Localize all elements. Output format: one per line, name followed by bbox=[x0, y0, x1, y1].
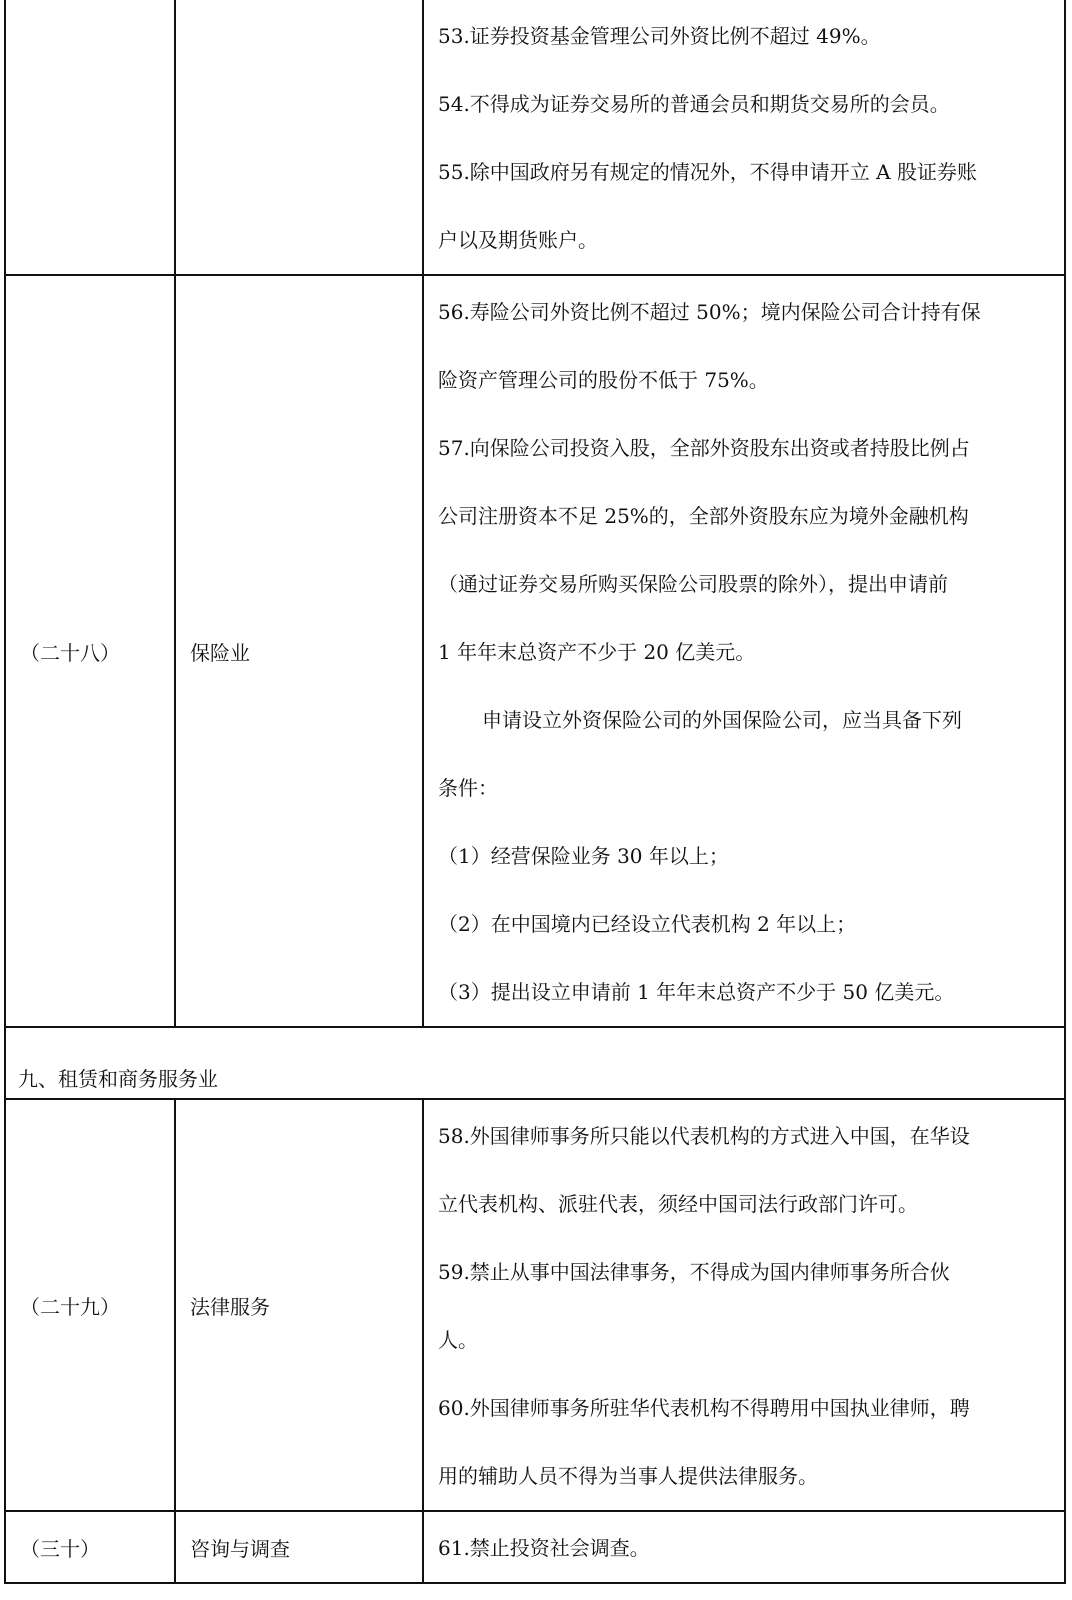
measure-line: 56.寿险公司外资比例不超过 50%；境内保险公司合计持有保 bbox=[438, 300, 981, 324]
measure-line: 55.除中国政府另有规定的情况外，不得申请开立 A 股证券账 bbox=[438, 160, 977, 184]
measure-line: （2）在中国境内已经设立代表机构 2 年以上； bbox=[438, 912, 857, 936]
measure-line: （通过证券交易所购买保险公司股票的除外），提出申请前 bbox=[438, 572, 948, 596]
document-page bbox=[4, 0, 1066, 1600]
measure-line: 人。 bbox=[438, 1328, 478, 1352]
negative-list-table bbox=[4, 0, 1066, 1584]
measure-line: 1 年年末总资产不少于 20 亿美元。 bbox=[438, 640, 756, 664]
measure-line: 用的辅助人员不得为当事人提供法律服务。 bbox=[438, 1464, 818, 1488]
measure-line: 立代表机构、派驻代表，须经中国司法行政部门许可。 bbox=[438, 1192, 918, 1216]
row-industry: 法律服务 bbox=[175, 1099, 423, 1511]
measure-line: 险资产管理公司的股份不低于 75%。 bbox=[438, 368, 769, 392]
row-industry: 保险业 bbox=[175, 275, 423, 1027]
row-number: （二十八） bbox=[5, 275, 175, 1027]
section-heading bbox=[5, 1027, 1065, 1099]
row-industry bbox=[175, 0, 423, 275]
measure-line: 条件： bbox=[438, 776, 498, 800]
row-number: （二十九） bbox=[5, 1099, 175, 1511]
table-row bbox=[5, 1099, 1065, 1511]
measure-line: 60.外国律师事务所驻华代表机构不得聘用中国执业律师，聘 bbox=[438, 1396, 970, 1420]
row-measures bbox=[423, 275, 1065, 1027]
row-number bbox=[5, 0, 175, 275]
row-measures bbox=[423, 1099, 1065, 1511]
measure-line: （1）经营保险业务 30 年以上； bbox=[438, 844, 729, 868]
measure-line: 57.向保险公司投资入股，全部外资股东出资或者持股比例占 bbox=[438, 436, 970, 460]
measure-line: 58.外国律师事务所只能以代表机构的方式进入中国，在华设 bbox=[438, 1124, 970, 1148]
measure-line: 61.禁止投资社会调查。 bbox=[438, 1536, 650, 1560]
table-row bbox=[5, 275, 1065, 1027]
row-measures bbox=[423, 0, 1065, 275]
row-measures bbox=[423, 1511, 1065, 1583]
measure-line: 申请设立外资保险公司的外国保险公司，应当具备下列 bbox=[482, 708, 962, 732]
table-row bbox=[5, 1511, 1065, 1583]
table-row bbox=[5, 0, 1065, 275]
section-row bbox=[5, 1027, 1065, 1099]
measure-line: 59.禁止从事中国法律事务，不得成为国内律师事务所合伙 bbox=[438, 1260, 950, 1284]
measure-line: （3）提出设立申请前 1 年年末总资产不少于 50 亿美元。 bbox=[438, 980, 955, 1004]
measure-line: 公司注册资本不足 25%的，全部外资股东应为境外金融机构 bbox=[438, 504, 969, 528]
measure-line: 53.证券投资基金管理公司外资比例不超过 49%。 bbox=[438, 24, 881, 48]
measure-line: 户以及期货账户。 bbox=[438, 228, 598, 252]
row-number: （三十） bbox=[5, 1511, 175, 1583]
measure-line: 54.不得成为证券交易所的普通会员和期货交易所的会员。 bbox=[438, 92, 950, 116]
row-industry: 咨询与调查 bbox=[175, 1511, 423, 1583]
section-heading-text: 九、租赁和商务服务业 bbox=[18, 1067, 218, 1091]
